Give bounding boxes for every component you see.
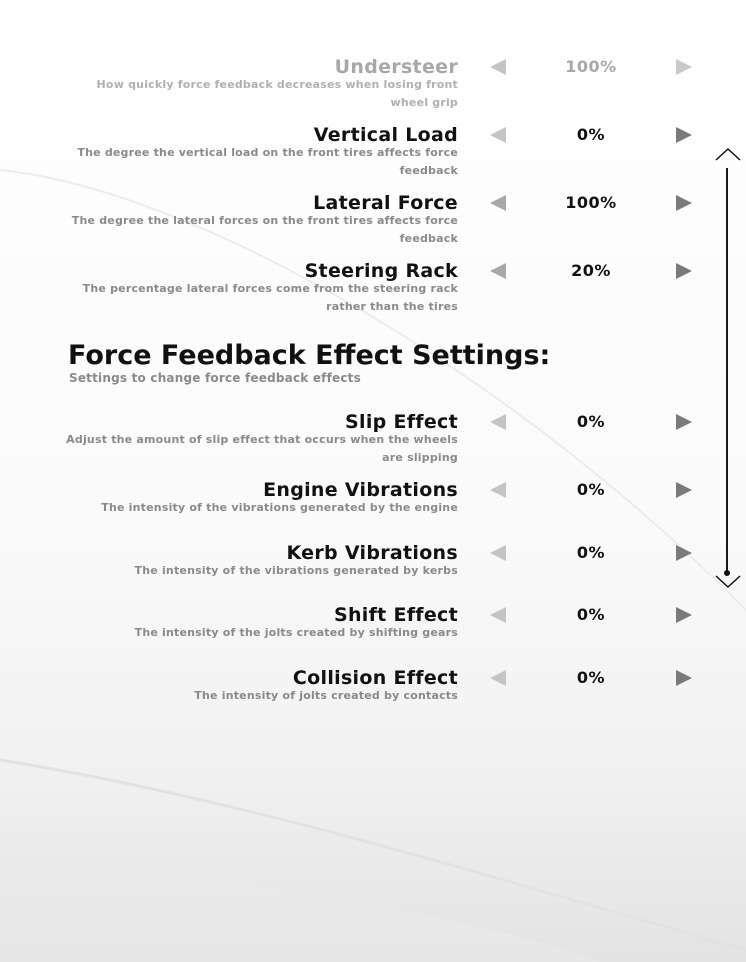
setting-value: 0% xyxy=(576,668,606,687)
arrow-left-icon[interactable] xyxy=(490,195,506,211)
setting-description: The percentage lateral forces come from the steering rack rather than the tires xyxy=(82,282,458,313)
setting-description: The degree the vertical load on the front tires affects force feedback xyxy=(77,146,458,177)
setting-description: Adjust the amount of slip effect that occurs when the wheels are slipping xyxy=(66,433,458,464)
arrow-right-icon[interactable] xyxy=(676,127,692,143)
setting-title: Lateral Force xyxy=(313,192,458,214)
setting-value: 100% xyxy=(565,193,617,212)
setting-description: The intensity of the vibrations generated by kerbs xyxy=(134,564,458,577)
setting-value: 0% xyxy=(576,125,606,144)
arrow-right-icon[interactable] xyxy=(676,263,692,279)
arrow-right-icon[interactable] xyxy=(676,545,692,561)
arrow-left-icon[interactable] xyxy=(490,670,506,686)
setting-value: 0% xyxy=(576,543,606,562)
arrow-right-icon[interactable] xyxy=(676,482,692,498)
setting-description: The intensity of the jolts created by shifting gears xyxy=(134,626,458,639)
arrow-left-icon[interactable] xyxy=(490,127,506,143)
setting-value: 0% xyxy=(576,480,606,499)
arrow-right-icon[interactable] xyxy=(676,607,692,623)
arrow-right-icon[interactable] xyxy=(676,195,692,211)
setting-value: 0% xyxy=(576,412,606,431)
setting-value: 20% xyxy=(571,261,611,280)
setting-description: How quickly force feedback decreases when losing front wheel grip xyxy=(96,78,458,109)
setting-value: 0% xyxy=(576,605,606,624)
section-subtitle: Settings to change force feedback effects xyxy=(69,371,361,385)
chevron-up-icon[interactable] xyxy=(714,146,742,162)
scrollbar-track[interactable] xyxy=(726,168,728,572)
setting-title: Collision Effect xyxy=(292,667,458,689)
setting-description: The intensity of the vibrations generated by the engine xyxy=(101,501,458,514)
arrow-left-icon[interactable] xyxy=(490,545,506,561)
arrow-left-icon[interactable] xyxy=(490,414,506,430)
chevron-down-icon[interactable] xyxy=(714,574,742,590)
arrow-left-icon[interactable] xyxy=(490,482,506,498)
arrow-right-icon[interactable] xyxy=(676,670,692,686)
setting-title: Understeer xyxy=(334,56,458,78)
setting-title: Kerb Vibrations xyxy=(286,542,458,564)
arrow-left-icon[interactable] xyxy=(490,263,506,279)
arrow-right-icon[interactable] xyxy=(676,59,692,75)
setting-title: Slip Effect xyxy=(345,411,458,433)
setting-description: The degree the lateral forces on the front tires affects force feedback xyxy=(71,214,458,245)
setting-title: Steering Rack xyxy=(304,260,458,282)
section-title: Force Feedback Effect Settings: xyxy=(68,340,551,371)
arrow-left-icon[interactable] xyxy=(490,607,506,623)
setting-title: Vertical Load xyxy=(313,124,458,146)
arrow-right-icon[interactable] xyxy=(676,414,692,430)
setting-value: 100% xyxy=(565,57,617,76)
arrow-left-icon[interactable] xyxy=(490,59,506,75)
setting-title: Shift Effect xyxy=(333,604,458,626)
setting-title: Engine Vibrations xyxy=(263,479,458,501)
setting-description: The intensity of jolts created by contacts xyxy=(194,689,458,702)
